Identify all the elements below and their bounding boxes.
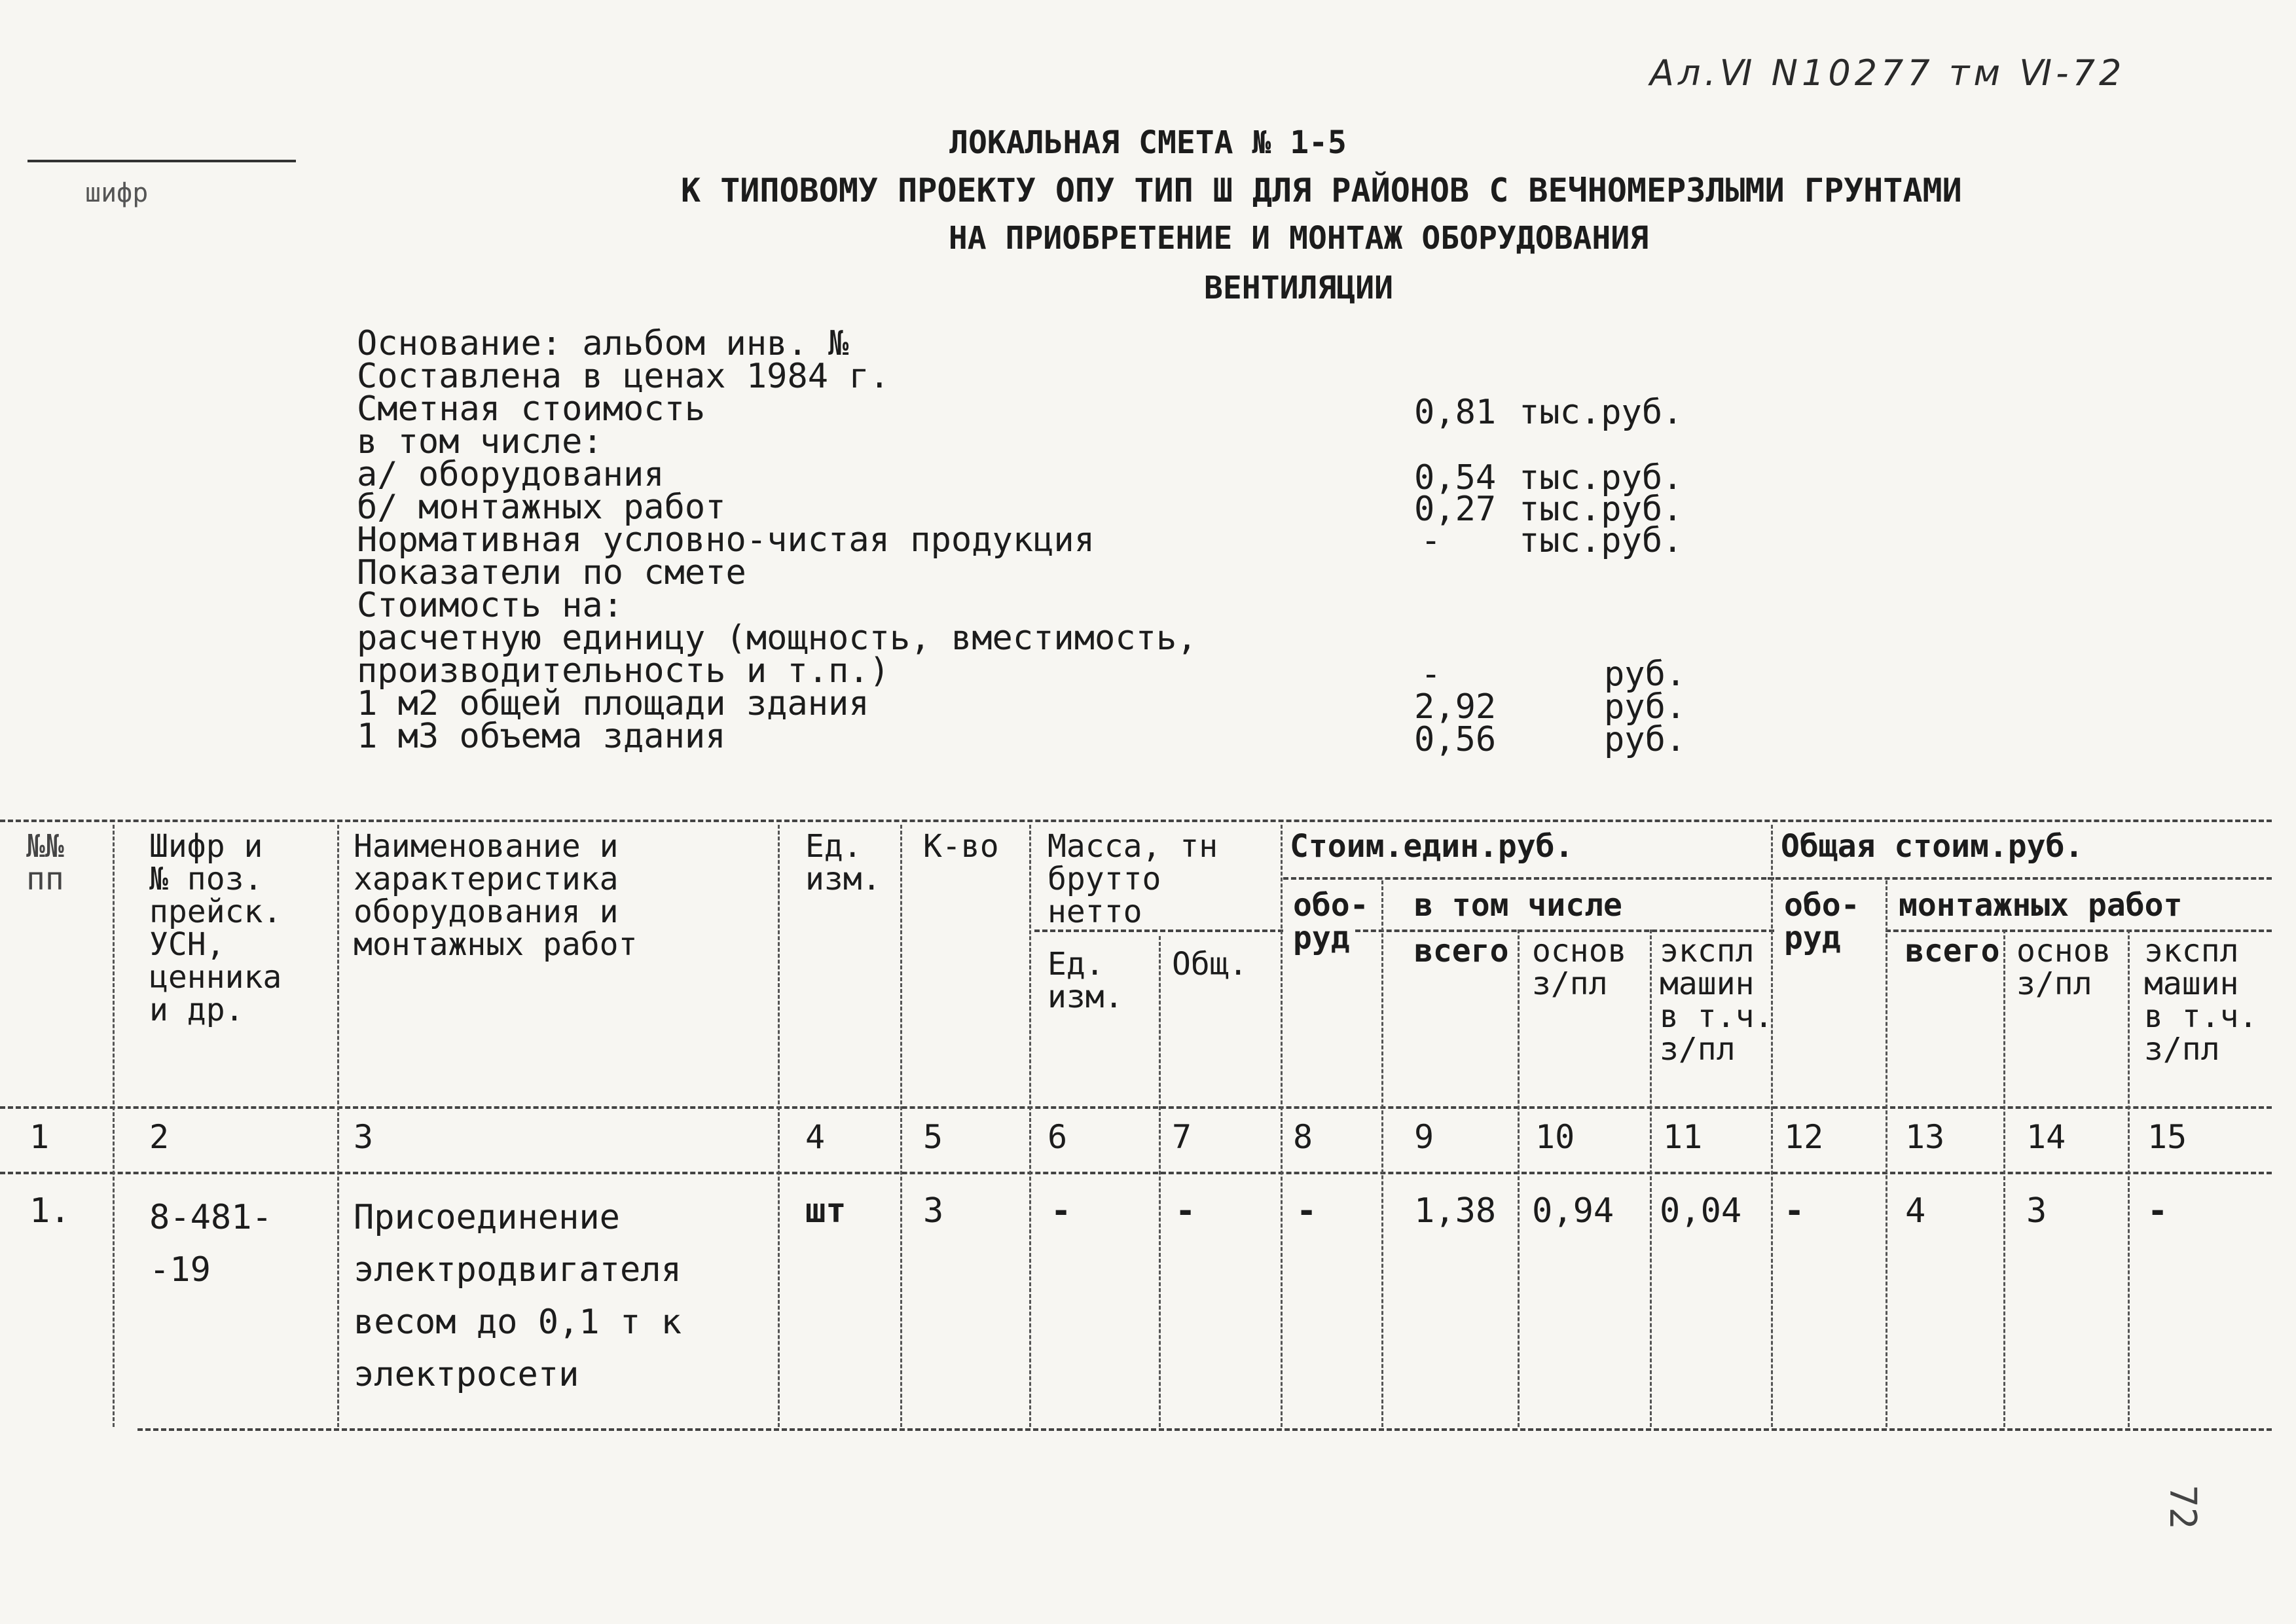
calc-unit-line-1: расчетную единицу (мощность, вместимость, xyxy=(357,619,1197,658)
col-divider-3 xyxy=(778,825,780,1427)
col-divider-13 xyxy=(2003,929,2005,1427)
colnum-7: 7 xyxy=(1172,1118,1192,1156)
colnum-12: 12 xyxy=(1784,1118,1824,1156)
row-code: 8-481- -19 xyxy=(149,1198,272,1290)
row-unit-total: 1,38 xyxy=(1414,1191,1497,1231)
cost-label: Сметная стоимость xyxy=(357,389,706,429)
colnum-3: 3 xyxy=(354,1118,374,1156)
row-total-base-wage: 3 xyxy=(2026,1191,2047,1231)
calc-unit-unit: руб. xyxy=(1604,655,1686,694)
col-divider-12 xyxy=(1886,880,1887,1427)
row-total-equipment: - xyxy=(1784,1191,1805,1231)
header-code: Шифр и № поз. прейск. УСН, ценника и др. xyxy=(149,828,282,1028)
normative-unit: тыс.руб. xyxy=(1519,521,1683,560)
incl-rule xyxy=(1355,929,1774,932)
cost-value: 0,81 xyxy=(1414,393,1497,432)
col-divider-1 xyxy=(113,825,115,1427)
colnum-2: 2 xyxy=(149,1118,170,1156)
row-unit: шт xyxy=(805,1191,847,1231)
mount-label: б/ монтажных работ xyxy=(357,488,726,527)
header-mounting: монтажных работ xyxy=(1899,887,2183,924)
header-mass: Масса, тн брутто нетто xyxy=(1048,828,1218,930)
project-subtitle: К ТИПОВОМУ ПРОЕКТУ ОПУ ТИП Ш ДЛЯ РАЙОНОВ С ВЕЧНОМЕРЗЛЫМИ ГРУНТАМИ xyxy=(681,171,1962,209)
table-bottom-rule xyxy=(137,1428,2272,1431)
header-unit: Ед. изм. xyxy=(805,828,881,897)
m3-value: 0,56 xyxy=(1414,720,1497,759)
total-cost-rule xyxy=(1768,877,2272,880)
colnum-13: 13 xyxy=(1905,1118,1945,1156)
header-including: в том числе xyxy=(1414,887,1622,924)
normative-value: - xyxy=(1421,521,1442,560)
unit-cost-rule xyxy=(1283,877,1774,880)
row-total-machines: - xyxy=(2147,1191,2168,1231)
header-unit-equipment: обо- руд xyxy=(1293,887,1369,956)
col-divider-8 xyxy=(1381,880,1383,1427)
header-unit-base-wage: основ з/пл xyxy=(1532,933,1627,1002)
row-name: Присоединение электродвигателя весом до 0,1 т к электросети xyxy=(354,1198,682,1394)
header-total-base-wage: основ з/пл xyxy=(2016,933,2111,1002)
basis-line: Основание: альбом инв. № xyxy=(357,324,849,363)
row-unit-base-wage: 0,94 xyxy=(1532,1191,1614,1231)
colnum-bottom-rule xyxy=(0,1172,2272,1174)
row-quantity: 3 xyxy=(923,1191,944,1231)
table-top-rule xyxy=(0,820,2272,822)
row-mass-total: - xyxy=(1175,1191,1196,1231)
header-quantity: К-во xyxy=(923,828,999,865)
m3-unit: руб. xyxy=(1604,720,1686,759)
colnum-4: 4 xyxy=(805,1118,826,1156)
colnum-5: 5 xyxy=(923,1118,943,1156)
cost-unit: тыс.руб. xyxy=(1519,393,1683,432)
colnum-11: 11 xyxy=(1663,1118,1703,1156)
document-title: ЛОКАЛЬНАЯ СМЕТА № 1-5 xyxy=(949,124,1347,161)
header-total-cost: Общая стоим.руб. xyxy=(1781,828,2084,865)
header-total-equipment: обо- руд xyxy=(1784,887,1860,956)
handwritten-reference: Ал.Ⅵ N10277 тм Ⅵ-72 xyxy=(1650,52,2126,94)
header-unit-cost: Стоим.един.руб. xyxy=(1290,828,1574,865)
equip-unit: тыс.руб. xyxy=(1519,458,1683,497)
col-divider-9 xyxy=(1518,929,1520,1427)
col-divider-11 xyxy=(1771,825,1773,1427)
m2-value: 2,92 xyxy=(1414,687,1497,727)
col-divider-7 xyxy=(1281,825,1283,1427)
header-mass-unit: Ед. изм. xyxy=(1048,946,1123,1015)
colnum-15: 15 xyxy=(2147,1118,2187,1156)
header-mass-total: Общ. xyxy=(1172,946,1248,983)
colnum-14: 14 xyxy=(2026,1118,2066,1156)
normative-label: Нормативная условно-чистая продукция xyxy=(357,520,1095,560)
col-divider-14 xyxy=(2128,929,2130,1427)
header-bottom-rule xyxy=(0,1106,2272,1109)
header-row-number: №№ пп xyxy=(26,828,64,897)
header-unit-machines: экспл машин в т.ч. з/пл xyxy=(1660,933,1774,1068)
section-subtitle: ВЕНТИЛЯЦИИ xyxy=(1204,270,1393,306)
including-line: в том числе: xyxy=(357,422,603,461)
col-divider-5 xyxy=(1029,825,1031,1427)
colnum-9: 9 xyxy=(1414,1118,1434,1156)
header-unit-total: всего xyxy=(1414,933,1509,969)
colnum-1: 1 xyxy=(29,1118,50,1156)
calc-unit-value: - xyxy=(1421,655,1442,694)
header-total-all: всего xyxy=(1905,933,2000,969)
m3-label: 1 м3 объема здания xyxy=(357,717,726,756)
row-unit-machines: 0,04 xyxy=(1660,1191,1742,1231)
mount-rule xyxy=(1886,929,2272,932)
m2-unit: руб. xyxy=(1604,687,1686,727)
header-total-machines: экспл машин в т.ч. з/пл xyxy=(2144,933,2258,1068)
col-divider-10 xyxy=(1650,929,1652,1427)
header-name: Наименование и характеристика оборудования и монтажных работ xyxy=(354,828,638,963)
row-total-all: 4 xyxy=(1905,1191,1926,1231)
col-divider-4 xyxy=(900,825,902,1427)
col-divider-2 xyxy=(337,825,339,1427)
mount-unit: тыс.руб. xyxy=(1519,490,1683,529)
calc-unit-line-2: производительность и т.п.) xyxy=(357,651,890,691)
colnum-6: 6 xyxy=(1048,1118,1068,1156)
mount-value: 0,27 xyxy=(1414,490,1497,529)
colnum-8: 8 xyxy=(1293,1118,1313,1156)
page-number: 72 xyxy=(2161,1485,2204,1530)
equip-value: 0,54 xyxy=(1414,458,1497,497)
colnum-10: 10 xyxy=(1535,1118,1575,1156)
row-equipment: - xyxy=(1296,1191,1317,1231)
equip-label: а/ оборудования xyxy=(357,455,665,494)
m2-label: 1 м2 общей площади здания xyxy=(357,684,869,723)
row-mass-unit: - xyxy=(1051,1191,1072,1231)
cipher-label: шифр xyxy=(85,178,149,208)
row-number: 1. xyxy=(29,1191,71,1231)
col-divider-6 xyxy=(1159,936,1161,1427)
cost-per-line: Стоимость на: xyxy=(357,586,623,625)
indicators-line: Показатели по смете xyxy=(357,553,746,592)
purpose-subtitle: НА ПРИОБРЕТЕНИЕ И МОНТАЖ ОБОРУДОВАНИЯ xyxy=(948,220,1649,257)
prices-line: Составлена в ценах 1984 г. xyxy=(357,357,890,396)
